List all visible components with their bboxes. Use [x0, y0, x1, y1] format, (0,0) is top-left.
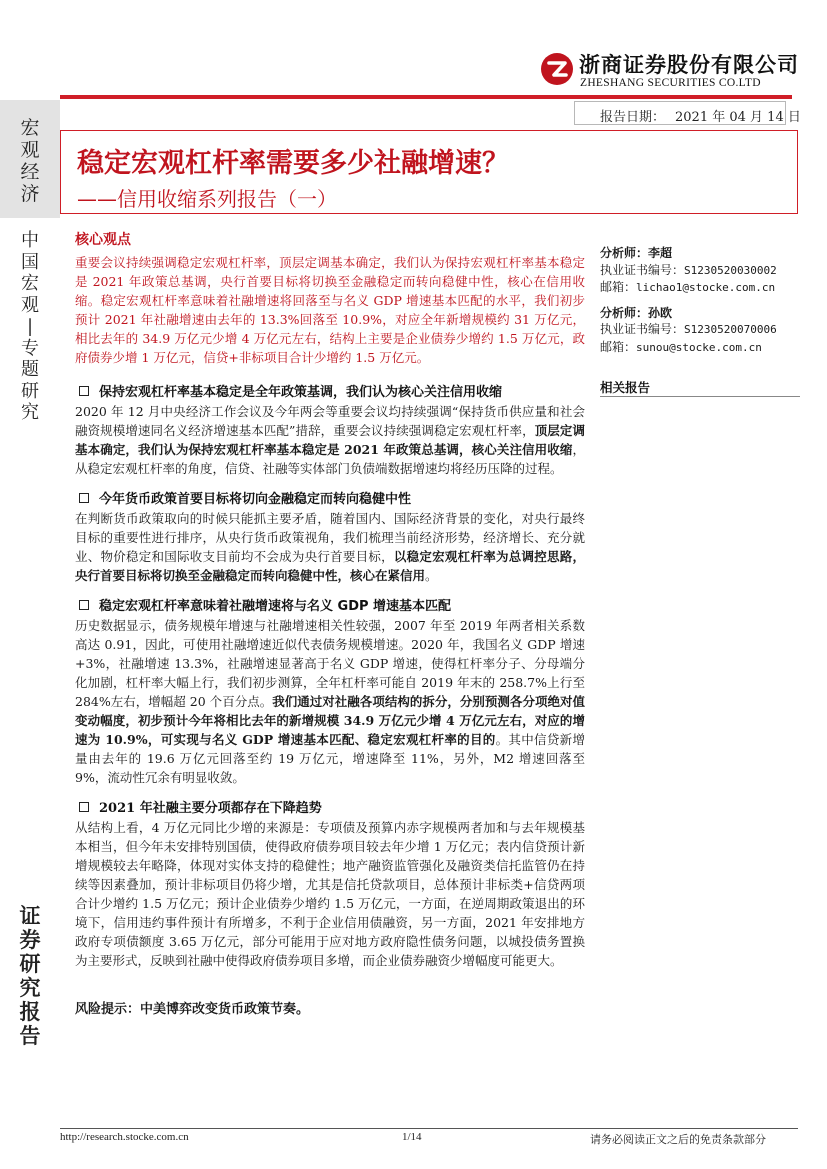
section-heading	[75, 595, 585, 614]
analyst-email	[600, 339, 800, 357]
body-text: 从结构上看，4 万亿元同比少增的来源是：专项债及预算内赤字规模两者加和与去年规模基本相当，但今年未安排特别国债，使得政府债券项目较去年少增 1 万亿元；表内信贷预计新增规模较去年略降，体现对实体支持的稳健性；地产融资监管强化及融资类信托监管仍在持续等因素叠加，预计非标项目仍将少增，尤其是信托贷款项目，总体预计非标类+信贷两项合计少增约 1.5 万亿元；预计企业债券少增约 1.5 万亿元，一方面，在逆周期政策退出的环境下，信用违约事件预计有所增多，不利于企业信用债融资，另一方面，2021 年安排地方政府专项债额度 3.65 万亿元，部分可能用于应对地方政府隐性债务问题，以城投债务置换为主要形式，反映到社融中使得政府债券项目多增，而企业债券融资少增幅度可能更大。	[75, 820, 585, 968]
company-name-en: ZHESHANG SECURITIES CO.LTD	[580, 77, 761, 89]
core-view-text: 重要会议持续强调稳定宏观杠杆率，顶层定调基本确定，我们认为保持宏观杠杆率基本稳定是 2021 年政策总基调，央行首要目标将切换至金融稳定而转向稳健中性，核心在信用收缩。稳定宏观杠杆率意味着社融增速将回落至与名义 GDP 增速基本匹配的水平，我们初步预计 2021 年社融增速由去年的 13.3%回落至 10.9%，对应全年新增规模约 31 万亿元，相比去年的 34.9 万亿元少增 4 万亿元左右，结构上主要是企业债券少增约 1.5 万亿元，政府债券少增 1 万亿元，信贷+非标项目合计少增约 1.5 万亿元。	[75, 255, 585, 365]
core-view-heading: 核心观点	[75, 232, 131, 248]
email-link[interactable]: sunou@stocke.com.cn	[636, 340, 762, 354]
footer-rule	[60, 1128, 798, 1129]
checkbox-square-icon	[79, 493, 89, 503]
sidebar-category	[0, 117, 60, 205]
sidebar-char: 观	[21, 294, 39, 316]
section-heading	[75, 381, 585, 400]
body-bold-text: 以稳定宏观杠杆率为总调控思路，央行首要目标将切换至金融稳定而转向稳健中性，核心在紧信用	[75, 549, 585, 583]
analyst-name: 分析师：孙欧	[600, 305, 673, 320]
footer-page-number: 1/14	[402, 1131, 422, 1143]
sidebar-char: 告	[19, 1023, 41, 1048]
section-heading	[75, 797, 585, 816]
report-date	[600, 106, 801, 125]
body-text: 在判断货币政策取向的时候只能抓主要矛盾，随着国内、国际经济背景的变化，对央行最终目标的重要性进行排序，从央行货币政策视角，我们梳理当前经济形势，经济增长、充分就业、物价稳定和国际收支目前均不会成为央行首要目标，	[75, 511, 585, 564]
analyst-name: 分析师：李超	[600, 246, 673, 260]
analyst-block	[600, 305, 800, 357]
checkbox-square-icon	[79, 600, 89, 610]
main-content	[75, 229, 585, 1017]
sidebar-char: 究	[21, 402, 39, 423]
body-text: 。	[425, 568, 438, 583]
sidebar-char: 宏	[20, 117, 40, 139]
body-text: 2020 年 12 月中央经济工作会议及今年两会等重要会议均持续强调“保持货币供应量和社会融资规模增速同名义经济增速基本匹配”措辞，重要会议持续强调稳定宏观杠杆率，	[75, 404, 585, 438]
footer-url[interactable]: http://research.stocke.com.cn	[60, 1131, 189, 1143]
checkbox-square-icon	[79, 802, 89, 812]
section-title: 稳定宏观杠杆率意味着社融增速将与名义 GDP 增速基本匹配	[99, 599, 452, 614]
analyst-cert	[600, 262, 800, 280]
sidebar-char: 报	[19, 999, 41, 1024]
sidebar-char: 中	[21, 230, 39, 251]
related-reports-heading: 相关报告	[600, 380, 651, 395]
report-date-label: 报告日期：	[600, 110, 666, 125]
body-text: ，从稳定宏观杠杆率的角度，信贷、社融等实体部门负债端数据增速均将经历压降的过程。	[75, 442, 585, 476]
section-title: 2021 年社融主要分项都存在下降趋势	[99, 801, 322, 816]
body-bold-text: 我们通过对社融各项结构的拆分，分别预测各分项绝对值变动幅度，初步预计今年将相比去年的新增规模 34.9 万亿元少增 4 万亿元左右，对应的增速为 10.9%，可实现与名义 GDP 增速基本匹配、稳定宏观杠杆率的目的	[75, 694, 585, 747]
section-title: 今年货币政策首要目标将切向金融稳定而转向稳健中性	[99, 492, 412, 507]
cert-number: S1230520070006	[684, 323, 777, 336]
section-body	[75, 616, 585, 787]
cert-number: S1230520030002	[684, 263, 777, 277]
sidebar-char: 券	[19, 927, 41, 952]
footer-disclaimer: 请务必阅读正文之后的免责条款部分	[590, 1133, 766, 1146]
checkbox-square-icon	[79, 386, 89, 396]
sidebar-char: 研	[21, 380, 39, 402]
analyst-cert	[600, 321, 800, 339]
sidebar-char: |	[26, 316, 34, 337]
section-body	[75, 402, 585, 478]
sidebar-series	[0, 230, 60, 424]
sidebar-report-type	[0, 904, 60, 1048]
related-reports-rule	[600, 396, 800, 397]
header-rule	[60, 95, 792, 99]
section-heading	[75, 488, 585, 507]
sidebar-char: 经	[20, 161, 40, 183]
report-title: 稳定宏观杠杆率需要多少社融增速？	[77, 148, 509, 179]
cert-label: 执业证书编号：	[600, 262, 685, 277]
sidebar-char: 宏	[21, 273, 39, 294]
email-label: 邮箱：	[600, 339, 637, 354]
analyst-block	[600, 245, 800, 297]
company-logo-icon	[540, 52, 574, 86]
section-body	[75, 818, 585, 970]
sidebar-char: 证	[19, 903, 41, 928]
report-subtitle: ——信用收缩系列报告（一）	[77, 187, 337, 211]
body-bold-text: 顶层定调基本确定，我们认为保持宏观杠杆率基本稳定是 2021 年政策总基调，核心关注信用收缩	[75, 423, 585, 457]
sidebar-char: 国	[21, 251, 39, 273]
cert-label: 执业证书编号：	[600, 322, 685, 336]
section-title: 保持宏观杠杆率基本稳定是全年政策基调，我们认为核心关注信用收缩	[99, 385, 503, 400]
section-body	[75, 509, 585, 585]
sidebar-char: 专	[21, 337, 39, 359]
body-text: 。其中信贷新增量由去年的 19.6 万亿元回落至约 19 万亿元，增速降至 11%，另外，M2 增速回落至 9%，流动性冗余有明显收敛。	[75, 732, 585, 785]
analyst-panel	[600, 245, 800, 356]
sidebar-char: 观	[20, 139, 40, 161]
email-label: 邮箱：	[600, 280, 637, 294]
company-name-cn: 浙商证券股份有限公司	[579, 53, 799, 77]
risk-warning: 风险提示：中美博弈改变货币政策节奏。	[75, 1002, 310, 1017]
sidebar-char: 济	[20, 183, 40, 205]
sidebar-char: 题	[21, 359, 39, 380]
body-text: 历史数据显示，债务规模年增速与社融增速相关性较强，2007 年至 2019 年两者相关系数高达 0.91，因此，可使用社融增速近似代表债务规模增速。2020 年，我国名义 GDP 增速+3%，社融增速 13.3%，社融增速显著高于名义 GDP 增速，使得杠杆率分子、分母端分化加剧，杠杆率大幅上行，我们初步测算，全年杠杆率可能自 2019 年末的 258.7%上行至 284%左右，增幅超 20 个百分点。	[75, 618, 585, 709]
analyst-email	[600, 279, 800, 297]
report-date-value: 2021 年 04 月 14 日	[675, 110, 801, 125]
email-link[interactable]: lichao1@stocke.com.cn	[636, 281, 776, 294]
sidebar-char: 究	[19, 975, 41, 1000]
sidebar-char: 研	[19, 951, 41, 976]
